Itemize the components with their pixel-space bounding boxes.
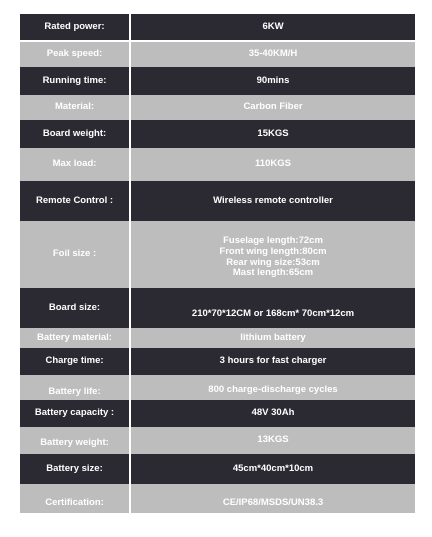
spec-row-battery-weight [20,427,415,454]
spec-row-foil-size [20,221,415,288]
spec-label: Peak speed: [20,42,129,67]
spec-value: 90mins [131,67,415,95]
spec-label: Battery weight: [20,427,129,454]
spec-row-material [20,95,415,120]
spec-value: 48V 30Ah [131,400,415,427]
spec-label: Board weight: [20,120,129,148]
spec-row-certification [20,484,415,513]
spec-value: 110KGS [131,148,415,181]
spec-label: Max load: [20,148,129,181]
spec-value: CE/IP68/MSDS/UN38.3 [131,484,415,513]
spec-value-line: Mast length:65cm [232,267,314,279]
spec-label: Running time: [20,67,129,95]
spec-row-remote-control [20,181,415,221]
spec-label: Certification: [20,484,129,513]
spec-row-charge-time [20,348,415,375]
spec-row-battery-size [20,454,415,484]
spec-row-peak-speed [20,42,415,67]
spec-label: Material: [20,95,129,120]
spec-row-battery-material [20,328,415,348]
spec-row-running-time [20,67,415,95]
spec-value: 15KGS [131,120,415,148]
spec-value: Wireless remote controller [131,181,415,221]
spec-label: Charge time: [20,348,129,375]
spec-value: 6KW [131,14,415,42]
spec-row-board-weight [20,120,415,148]
spec-value-foil [131,221,415,288]
spec-label: Remote Control : [20,181,129,221]
spec-value: 35-40KM/H [131,42,415,67]
spec-label: Battery material: [20,328,129,348]
spec-label: Foil size : [20,221,129,288]
spec-row-battery-life [20,375,415,400]
spec-value-line: Fuselage length:72cm [223,234,323,246]
spec-label: Rated power: [20,14,129,42]
spec-value: 800 charge-discharge cycles [131,375,415,400]
spec-value: Carbon Fiber [131,95,415,120]
spec-value: 3 hours for fast charger [131,348,415,375]
spec-row-board-size [20,288,415,328]
spec-value-line: Rear wing size:53cm [226,256,320,268]
spec-label: Battery size: [20,454,129,484]
spec-label: Board size: [20,288,129,328]
spec-label: Battery life: [20,375,129,400]
spec-row-max-load [20,148,415,181]
spec-label: Battery capacity : [20,400,129,427]
spec-value: 210*70*12CM or 168cm* 70cm*12cm [131,288,415,328]
spec-value: 13KGS [131,427,415,454]
spec-row-battery-capacity [20,400,415,427]
spec-value: 45cm*40cm*10cm [131,454,415,484]
spec-value: lithium battery [131,328,415,348]
spec-table [20,14,415,513]
spec-value-line: Front wing length:80cm [219,245,327,257]
spec-row-rated-power [20,14,415,42]
